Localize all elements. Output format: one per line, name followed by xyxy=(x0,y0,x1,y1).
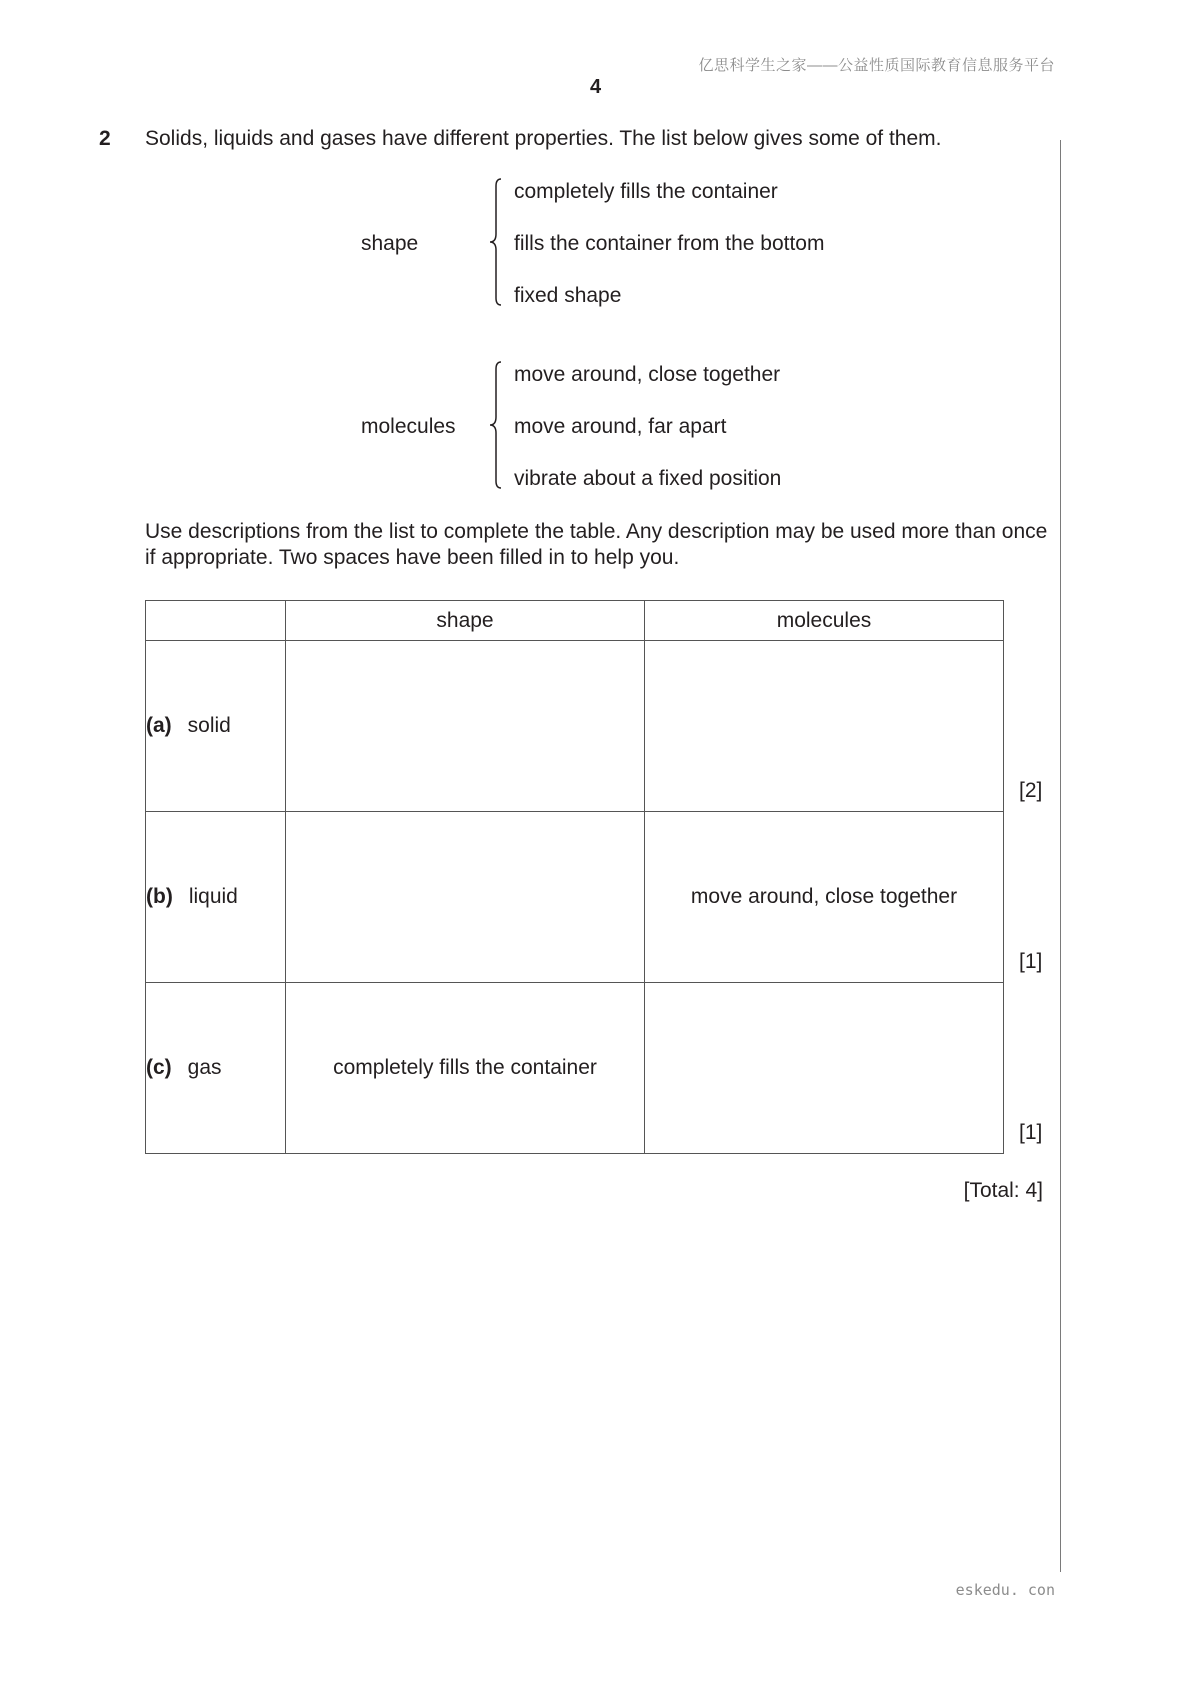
part-label: (a) xyxy=(146,714,172,737)
table-row xyxy=(146,641,1004,812)
group-label-molecules: molecules xyxy=(361,415,456,438)
row-label xyxy=(146,983,286,1154)
part-label: (b) xyxy=(146,885,173,908)
part-label: (c) xyxy=(146,1056,172,1079)
shape-item: fixed shape xyxy=(514,284,622,307)
state-label: solid xyxy=(187,714,231,737)
state-label: gas xyxy=(187,1056,222,1079)
brace-shape xyxy=(488,178,502,306)
question-intro: Solids, liquids and gases have different properties. The list below gives some of them. xyxy=(145,127,942,150)
margin-rule xyxy=(1060,140,1061,1572)
answer-cell-shape[interactable] xyxy=(286,641,645,812)
answer-cell-molecules[interactable] xyxy=(645,641,1004,812)
table-row xyxy=(146,983,1004,1154)
group-label-shape: shape xyxy=(361,232,419,255)
molecules-item: move around, close together xyxy=(514,363,781,386)
answer-table xyxy=(145,600,1004,1154)
shape-item: completely fills the container xyxy=(514,180,778,203)
header-cell: molecules xyxy=(645,601,1004,641)
row-label xyxy=(146,641,286,812)
answer-cell-shape[interactable] xyxy=(286,812,645,983)
total-marks: [Total: 4] xyxy=(963,1179,1043,1202)
mark-c: [1] xyxy=(1019,1121,1043,1144)
question-number: 2 xyxy=(99,127,111,150)
row-label xyxy=(146,812,286,983)
table-row xyxy=(146,812,1004,983)
mark-b: [1] xyxy=(1019,950,1043,973)
header-watermark: 亿思科学生之家——公益性质国际教育信息服务平台 xyxy=(698,57,1055,74)
header-cell xyxy=(146,601,286,641)
answer-cell-molecules[interactable] xyxy=(645,983,1004,1154)
answer-cell-shape: completely fills the container xyxy=(286,983,645,1154)
header-cell: shape xyxy=(286,601,645,641)
answer-cell-molecules: move around, close together xyxy=(645,812,1004,983)
mark-a: [2] xyxy=(1019,779,1043,802)
state-label: liquid xyxy=(188,885,238,908)
molecules-item: move around, far apart xyxy=(514,415,727,438)
footer-watermark: eskedu. con xyxy=(955,1581,1055,1599)
table-header-row xyxy=(146,601,1004,641)
brace-molecules xyxy=(488,361,502,489)
molecules-item: vibrate about a fixed position xyxy=(514,467,782,490)
page-number: 4 xyxy=(589,76,602,98)
instructions: Use descriptions from the list to complete the table. Any description may be used more than once if appropriate. Two spaces have been filled in to help you. xyxy=(145,520,1048,569)
shape-item: fills the container from the bottom xyxy=(514,232,825,255)
